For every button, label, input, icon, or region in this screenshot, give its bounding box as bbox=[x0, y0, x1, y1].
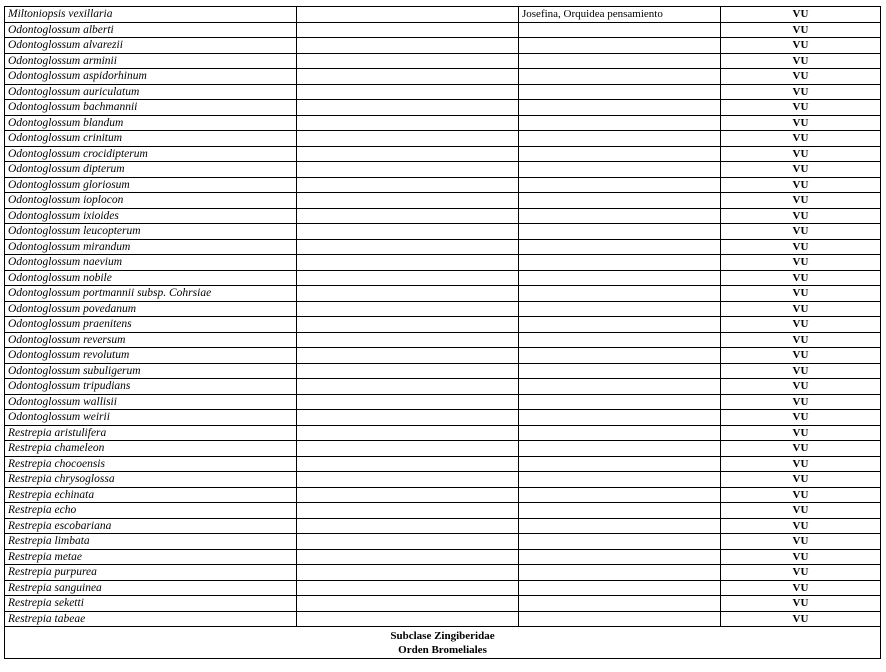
species-name-cell: Restrepia sanguinea bbox=[5, 580, 297, 596]
blank-cell bbox=[297, 115, 519, 131]
common-name-cell bbox=[519, 131, 721, 147]
table-row bbox=[5, 193, 881, 209]
table-row bbox=[5, 394, 881, 410]
threat-category-cell: VU bbox=[721, 69, 881, 85]
species-name-cell: Odontoglossum dipterum bbox=[5, 162, 297, 178]
common-name-cell bbox=[519, 255, 721, 271]
table-row bbox=[5, 53, 881, 69]
common-name-cell bbox=[519, 270, 721, 286]
threat-category-cell: VU bbox=[721, 38, 881, 54]
species-name-cell: Odontoglossum reversum bbox=[5, 332, 297, 348]
footer-row bbox=[5, 627, 881, 659]
threat-category-cell: VU bbox=[721, 115, 881, 131]
common-name-cell bbox=[519, 38, 721, 54]
blank-cell bbox=[297, 317, 519, 333]
threat-category-cell: VU bbox=[721, 456, 881, 472]
species-name-cell: Odontoglossum revolutum bbox=[5, 348, 297, 364]
common-name-cell bbox=[519, 580, 721, 596]
threat-category-cell: VU bbox=[721, 441, 881, 457]
threat-category-cell: VU bbox=[721, 162, 881, 178]
threat-category-cell: VU bbox=[721, 379, 881, 395]
table-row bbox=[5, 549, 881, 565]
blank-cell bbox=[297, 224, 519, 240]
blank-cell bbox=[297, 100, 519, 116]
table-row bbox=[5, 348, 881, 364]
table-row bbox=[5, 363, 881, 379]
threat-category-cell: VU bbox=[721, 22, 881, 38]
table-row bbox=[5, 503, 881, 519]
species-name-cell: Restrepia chrysoglossa bbox=[5, 472, 297, 488]
table-row bbox=[5, 69, 881, 85]
species-name-cell: Odontoglossum naevium bbox=[5, 255, 297, 271]
table-row bbox=[5, 224, 881, 240]
common-name-cell bbox=[519, 22, 721, 38]
table-row bbox=[5, 239, 881, 255]
blank-cell bbox=[297, 549, 519, 565]
threat-category-cell: VU bbox=[721, 394, 881, 410]
blank-cell bbox=[297, 301, 519, 317]
common-name-cell bbox=[519, 224, 721, 240]
common-name-cell bbox=[519, 456, 721, 472]
species-name-cell: Odontoglossum subuligerum bbox=[5, 363, 297, 379]
common-name-cell bbox=[519, 549, 721, 565]
species-name-cell: Odontoglossum povedanum bbox=[5, 301, 297, 317]
subclass-heading: Subclase Zingiberidae bbox=[390, 629, 495, 642]
threat-category-cell: VU bbox=[721, 596, 881, 612]
table-row bbox=[5, 7, 881, 23]
blank-cell bbox=[297, 441, 519, 457]
table-row bbox=[5, 177, 881, 193]
threat-category-cell: VU bbox=[721, 301, 881, 317]
threat-category-cell: VU bbox=[721, 348, 881, 364]
blank-cell bbox=[297, 255, 519, 271]
common-name-cell bbox=[519, 410, 721, 426]
common-name-cell bbox=[519, 208, 721, 224]
common-name-cell bbox=[519, 239, 721, 255]
common-name-cell bbox=[519, 394, 721, 410]
common-name-cell bbox=[519, 301, 721, 317]
threat-category-cell: VU bbox=[721, 270, 881, 286]
order-heading: Orden Bromeliales bbox=[398, 643, 487, 656]
threat-category-cell: VU bbox=[721, 317, 881, 333]
species-name-cell: Restrepia echinata bbox=[5, 487, 297, 503]
threat-category-cell: VU bbox=[721, 84, 881, 100]
threat-category-cell: VU bbox=[721, 472, 881, 488]
table-row bbox=[5, 255, 881, 271]
common-name-cell bbox=[519, 146, 721, 162]
table-row bbox=[5, 286, 881, 302]
blank-cell bbox=[297, 84, 519, 100]
species-name-cell: Odontoglossum ixioides bbox=[5, 208, 297, 224]
table-row bbox=[5, 301, 881, 317]
blank-cell bbox=[297, 379, 519, 395]
threat-category-cell: VU bbox=[721, 363, 881, 379]
species-name-cell: Odontoglossum tripudians bbox=[5, 379, 297, 395]
blank-cell bbox=[297, 332, 519, 348]
table-row bbox=[5, 611, 881, 627]
table-row bbox=[5, 472, 881, 488]
table-row bbox=[5, 115, 881, 131]
table-row bbox=[5, 38, 881, 54]
blank-cell bbox=[297, 565, 519, 581]
blank-cell bbox=[297, 534, 519, 550]
table-row bbox=[5, 270, 881, 286]
threat-category-cell: VU bbox=[721, 425, 881, 441]
blank-cell bbox=[297, 394, 519, 410]
blank-cell bbox=[297, 239, 519, 255]
species-name-cell: Odontoglossum wallisii bbox=[5, 394, 297, 410]
common-name-cell bbox=[519, 162, 721, 178]
blank-cell bbox=[297, 487, 519, 503]
species-name-cell: Odontoglossum crinitum bbox=[5, 131, 297, 147]
common-name-cell bbox=[519, 53, 721, 69]
species-name-cell: Restrepia tabeae bbox=[5, 611, 297, 627]
species-name-cell: Odontoglossum nobile bbox=[5, 270, 297, 286]
species-name-cell: Odontoglossum crocidipterum bbox=[5, 146, 297, 162]
common-name-cell bbox=[519, 565, 721, 581]
blank-cell bbox=[297, 580, 519, 596]
species-name-cell: Restrepia chameleon bbox=[5, 441, 297, 457]
table-row bbox=[5, 332, 881, 348]
common-name-cell bbox=[519, 317, 721, 333]
table-row bbox=[5, 162, 881, 178]
species-name-cell: Odontoglossum ioplocon bbox=[5, 193, 297, 209]
threat-category-cell: VU bbox=[721, 146, 881, 162]
species-name-cell: Odontoglossum arminii bbox=[5, 53, 297, 69]
blank-cell bbox=[297, 208, 519, 224]
blank-cell bbox=[297, 177, 519, 193]
species-name-cell: Odontoglossum leucopterum bbox=[5, 224, 297, 240]
table-row bbox=[5, 565, 881, 581]
threat-category-cell: VU bbox=[721, 487, 881, 503]
species-name-cell: Odontoglossum alvarezii bbox=[5, 38, 297, 54]
common-name-cell bbox=[519, 534, 721, 550]
threat-category-cell: VU bbox=[721, 503, 881, 519]
blank-cell bbox=[297, 410, 519, 426]
threat-category-cell: VU bbox=[721, 534, 881, 550]
threat-category-cell: VU bbox=[721, 611, 881, 627]
species-name-cell: Odontoglossum gloriosum bbox=[5, 177, 297, 193]
species-name-cell: Restrepia escobariana bbox=[5, 518, 297, 534]
species-name-cell: Restrepia chocoensis bbox=[5, 456, 297, 472]
species-name-cell: Odontoglossum aspidorhinum bbox=[5, 69, 297, 85]
common-name-cell bbox=[519, 286, 721, 302]
common-name-cell bbox=[519, 115, 721, 131]
common-name-cell bbox=[519, 193, 721, 209]
threat-category-cell: VU bbox=[721, 518, 881, 534]
table-row bbox=[5, 580, 881, 596]
table-row bbox=[5, 100, 881, 116]
common-name-cell bbox=[519, 596, 721, 612]
common-name-cell bbox=[519, 518, 721, 534]
blank-cell bbox=[297, 286, 519, 302]
species-name-cell: Odontoglossum blandum bbox=[5, 115, 297, 131]
common-name-cell bbox=[519, 348, 721, 364]
threat-category-cell: VU bbox=[721, 53, 881, 69]
table-row bbox=[5, 410, 881, 426]
species-table-body bbox=[5, 7, 881, 627]
table-row bbox=[5, 317, 881, 333]
table-row bbox=[5, 456, 881, 472]
common-name-cell bbox=[519, 425, 721, 441]
species-name-cell: Restrepia metae bbox=[5, 549, 297, 565]
blank-cell bbox=[297, 456, 519, 472]
blank-cell bbox=[297, 363, 519, 379]
threat-category-cell: VU bbox=[721, 410, 881, 426]
table-row bbox=[5, 518, 881, 534]
table-row bbox=[5, 487, 881, 503]
blank-cell bbox=[297, 348, 519, 364]
species-name-cell: Odontoglossum auriculatum bbox=[5, 84, 297, 100]
threat-category-cell: VU bbox=[721, 286, 881, 302]
blank-cell bbox=[297, 193, 519, 209]
threat-category-cell: VU bbox=[721, 332, 881, 348]
blank-cell bbox=[297, 38, 519, 54]
blank-cell bbox=[297, 53, 519, 69]
threat-category-cell: VU bbox=[721, 208, 881, 224]
species-name-cell: Odontoglossum portmannii subsp. Cohrsiae bbox=[5, 286, 297, 302]
blank-cell bbox=[297, 611, 519, 627]
species-name-cell: Restrepia purpurea bbox=[5, 565, 297, 581]
species-name-cell: Restrepia seketti bbox=[5, 596, 297, 612]
species-name-cell: Odontoglossum praenitens bbox=[5, 317, 297, 333]
blank-cell bbox=[297, 22, 519, 38]
blank-cell bbox=[297, 131, 519, 147]
species-name-cell: Odontoglossum mirandum bbox=[5, 239, 297, 255]
common-name-cell bbox=[519, 611, 721, 627]
threat-category-cell: VU bbox=[721, 193, 881, 209]
table-row bbox=[5, 596, 881, 612]
common-name-cell bbox=[519, 84, 721, 100]
table-row bbox=[5, 22, 881, 38]
species-name-cell: Restrepia limbata bbox=[5, 534, 297, 550]
common-name-cell bbox=[519, 177, 721, 193]
species-table bbox=[4, 6, 881, 659]
common-name-cell bbox=[519, 379, 721, 395]
table-row bbox=[5, 379, 881, 395]
common-name-cell bbox=[519, 363, 721, 379]
blank-cell bbox=[297, 162, 519, 178]
species-name-cell: Restrepia aristulifera bbox=[5, 425, 297, 441]
threat-category-cell: VU bbox=[721, 239, 881, 255]
threat-category-cell: VU bbox=[721, 565, 881, 581]
table-row bbox=[5, 441, 881, 457]
threat-category-cell: VU bbox=[721, 549, 881, 565]
blank-cell bbox=[297, 270, 519, 286]
blank-cell bbox=[297, 7, 519, 23]
species-name-cell: Odontoglossum bachmannii bbox=[5, 100, 297, 116]
table-row bbox=[5, 131, 881, 147]
taxonomy-heading-cell bbox=[5, 627, 881, 659]
blank-cell bbox=[297, 425, 519, 441]
table-row bbox=[5, 534, 881, 550]
blank-cell bbox=[297, 596, 519, 612]
species-name-cell: Odontoglossum weirii bbox=[5, 410, 297, 426]
table-row bbox=[5, 208, 881, 224]
threat-category-cell: VU bbox=[721, 131, 881, 147]
blank-cell bbox=[297, 518, 519, 534]
species-name-cell: Restrepia echo bbox=[5, 503, 297, 519]
table-row bbox=[5, 146, 881, 162]
threat-category-cell: VU bbox=[721, 255, 881, 271]
threat-category-cell: VU bbox=[721, 100, 881, 116]
common-name-cell bbox=[519, 332, 721, 348]
common-name-cell bbox=[519, 472, 721, 488]
common-name-cell bbox=[519, 441, 721, 457]
table-row bbox=[5, 84, 881, 100]
common-name-cell bbox=[519, 69, 721, 85]
common-name-cell: Josefina, Orquidea pensamiento bbox=[519, 7, 721, 23]
common-name-cell bbox=[519, 487, 721, 503]
threat-category-cell: VU bbox=[721, 177, 881, 193]
species-name-cell: Miltoniopsis vexillaria bbox=[5, 7, 297, 23]
species-name-cell: Odontoglossum alberti bbox=[5, 22, 297, 38]
blank-cell bbox=[297, 146, 519, 162]
blank-cell bbox=[297, 69, 519, 85]
threat-category-cell: VU bbox=[721, 224, 881, 240]
common-name-cell bbox=[519, 100, 721, 116]
blank-cell bbox=[297, 472, 519, 488]
table-row bbox=[5, 425, 881, 441]
blank-cell bbox=[297, 503, 519, 519]
threat-category-cell: VU bbox=[721, 580, 881, 596]
common-name-cell bbox=[519, 503, 721, 519]
threat-category-cell: VU bbox=[721, 7, 881, 23]
